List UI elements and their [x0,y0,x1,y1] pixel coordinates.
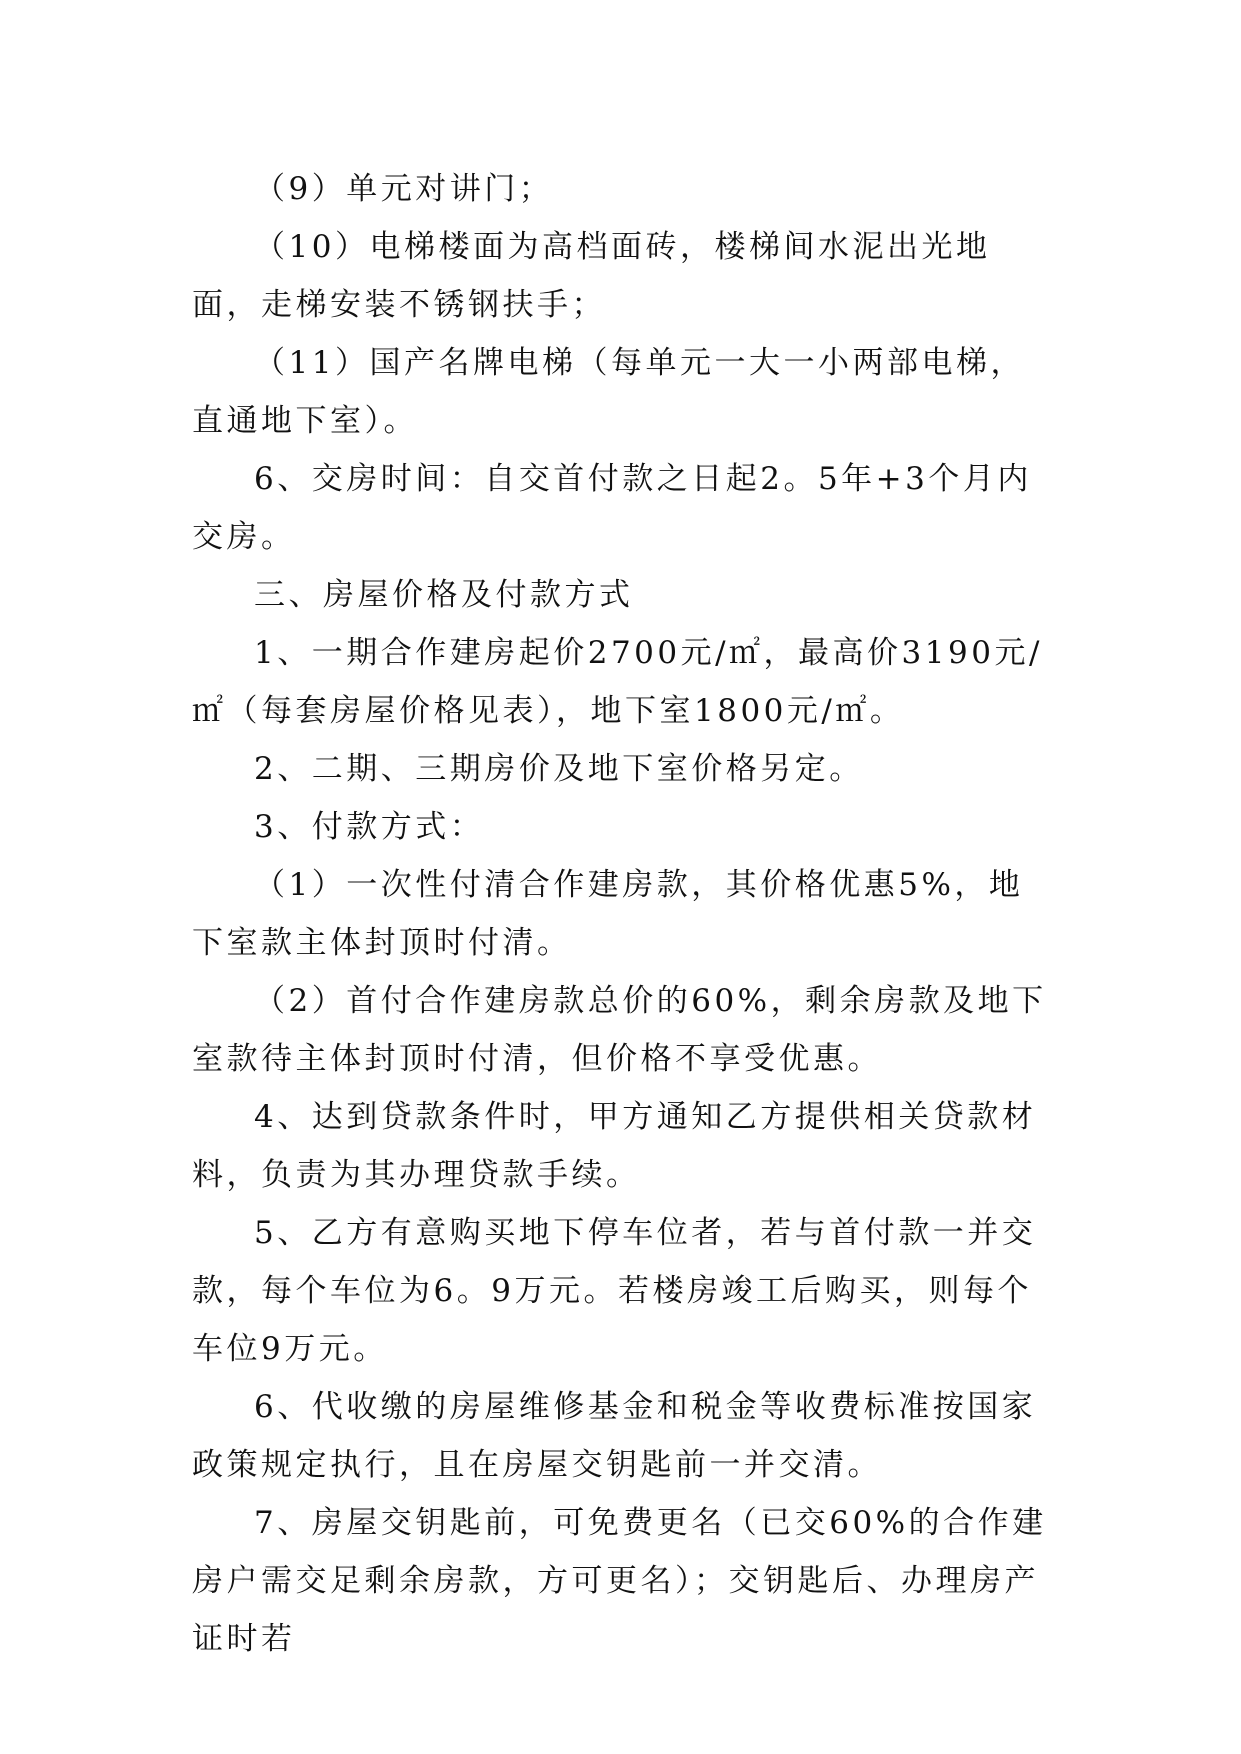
paragraph-parking-spaces: 5、乙方有意购买地下停车位者，若与首付款一并交款，每个车位为6。9万元。若楼房竣工后购买，则每个车位9万元。 [192,1215,1037,1367]
paragraph-delivery-time: 6、交房时间：自交首付款之日起2。5年+3个月内交房。 [192,461,1032,555]
paragraph-loan-conditions: 4、达到贷款条件时，甲方通知乙方提供相关贷款材料，负责为其办理贷款手续。 [192,1099,1037,1193]
section-heading-price-payment: 三、房屋价格及付款方式 [254,577,634,613]
document-body [192,160,1052,1668]
paragraph-item-10-floors: （10）电梯楼面为高档面砖，楼梯间水泥出光地面，走梯安装不锈钢扶手； [192,229,991,323]
paragraph-payment-methods: 3、付款方式： [254,809,485,845]
paragraph-phase-one-price: 1、一期合作建房起价2700元/㎡，最高价3190元/㎡（每套房屋价格见表），地下室1800元/㎡。 [192,635,1043,729]
paragraph-name-change: 7、房屋交钥匙前，可免费更名（已交60%的合作建房户需交足剩余房款，方可更名）；交钥匙后、办理房产证时若 [192,1505,1047,1657]
paragraph-item-11-elevators: （11）国产名牌电梯（每单元一大一小两部电梯，直通地下室）。 [192,345,1025,439]
paragraph-payment-option-2: （2）首付合作建房款总价的60%，剩余房款及地下室款待主体封顶时付清，但价格不享受优惠。 [192,983,1047,1077]
paragraph-payment-option-1: （1）一次性付清合作建房款，其价格优惠5%，地下室款主体封顶时付清。 [192,867,1024,961]
paragraph-maintenance-fund: 6、代收缴的房屋维修基金和税金等收费标准按国家政策规定执行，且在房屋交钥匙前一并交清。 [192,1389,1037,1483]
paragraph-phase-two-three-price: 2、二期、三期房价及地下室价格另定。 [254,751,864,787]
paragraph-item-9-intercom: （9）单元对讲门； [254,171,554,207]
